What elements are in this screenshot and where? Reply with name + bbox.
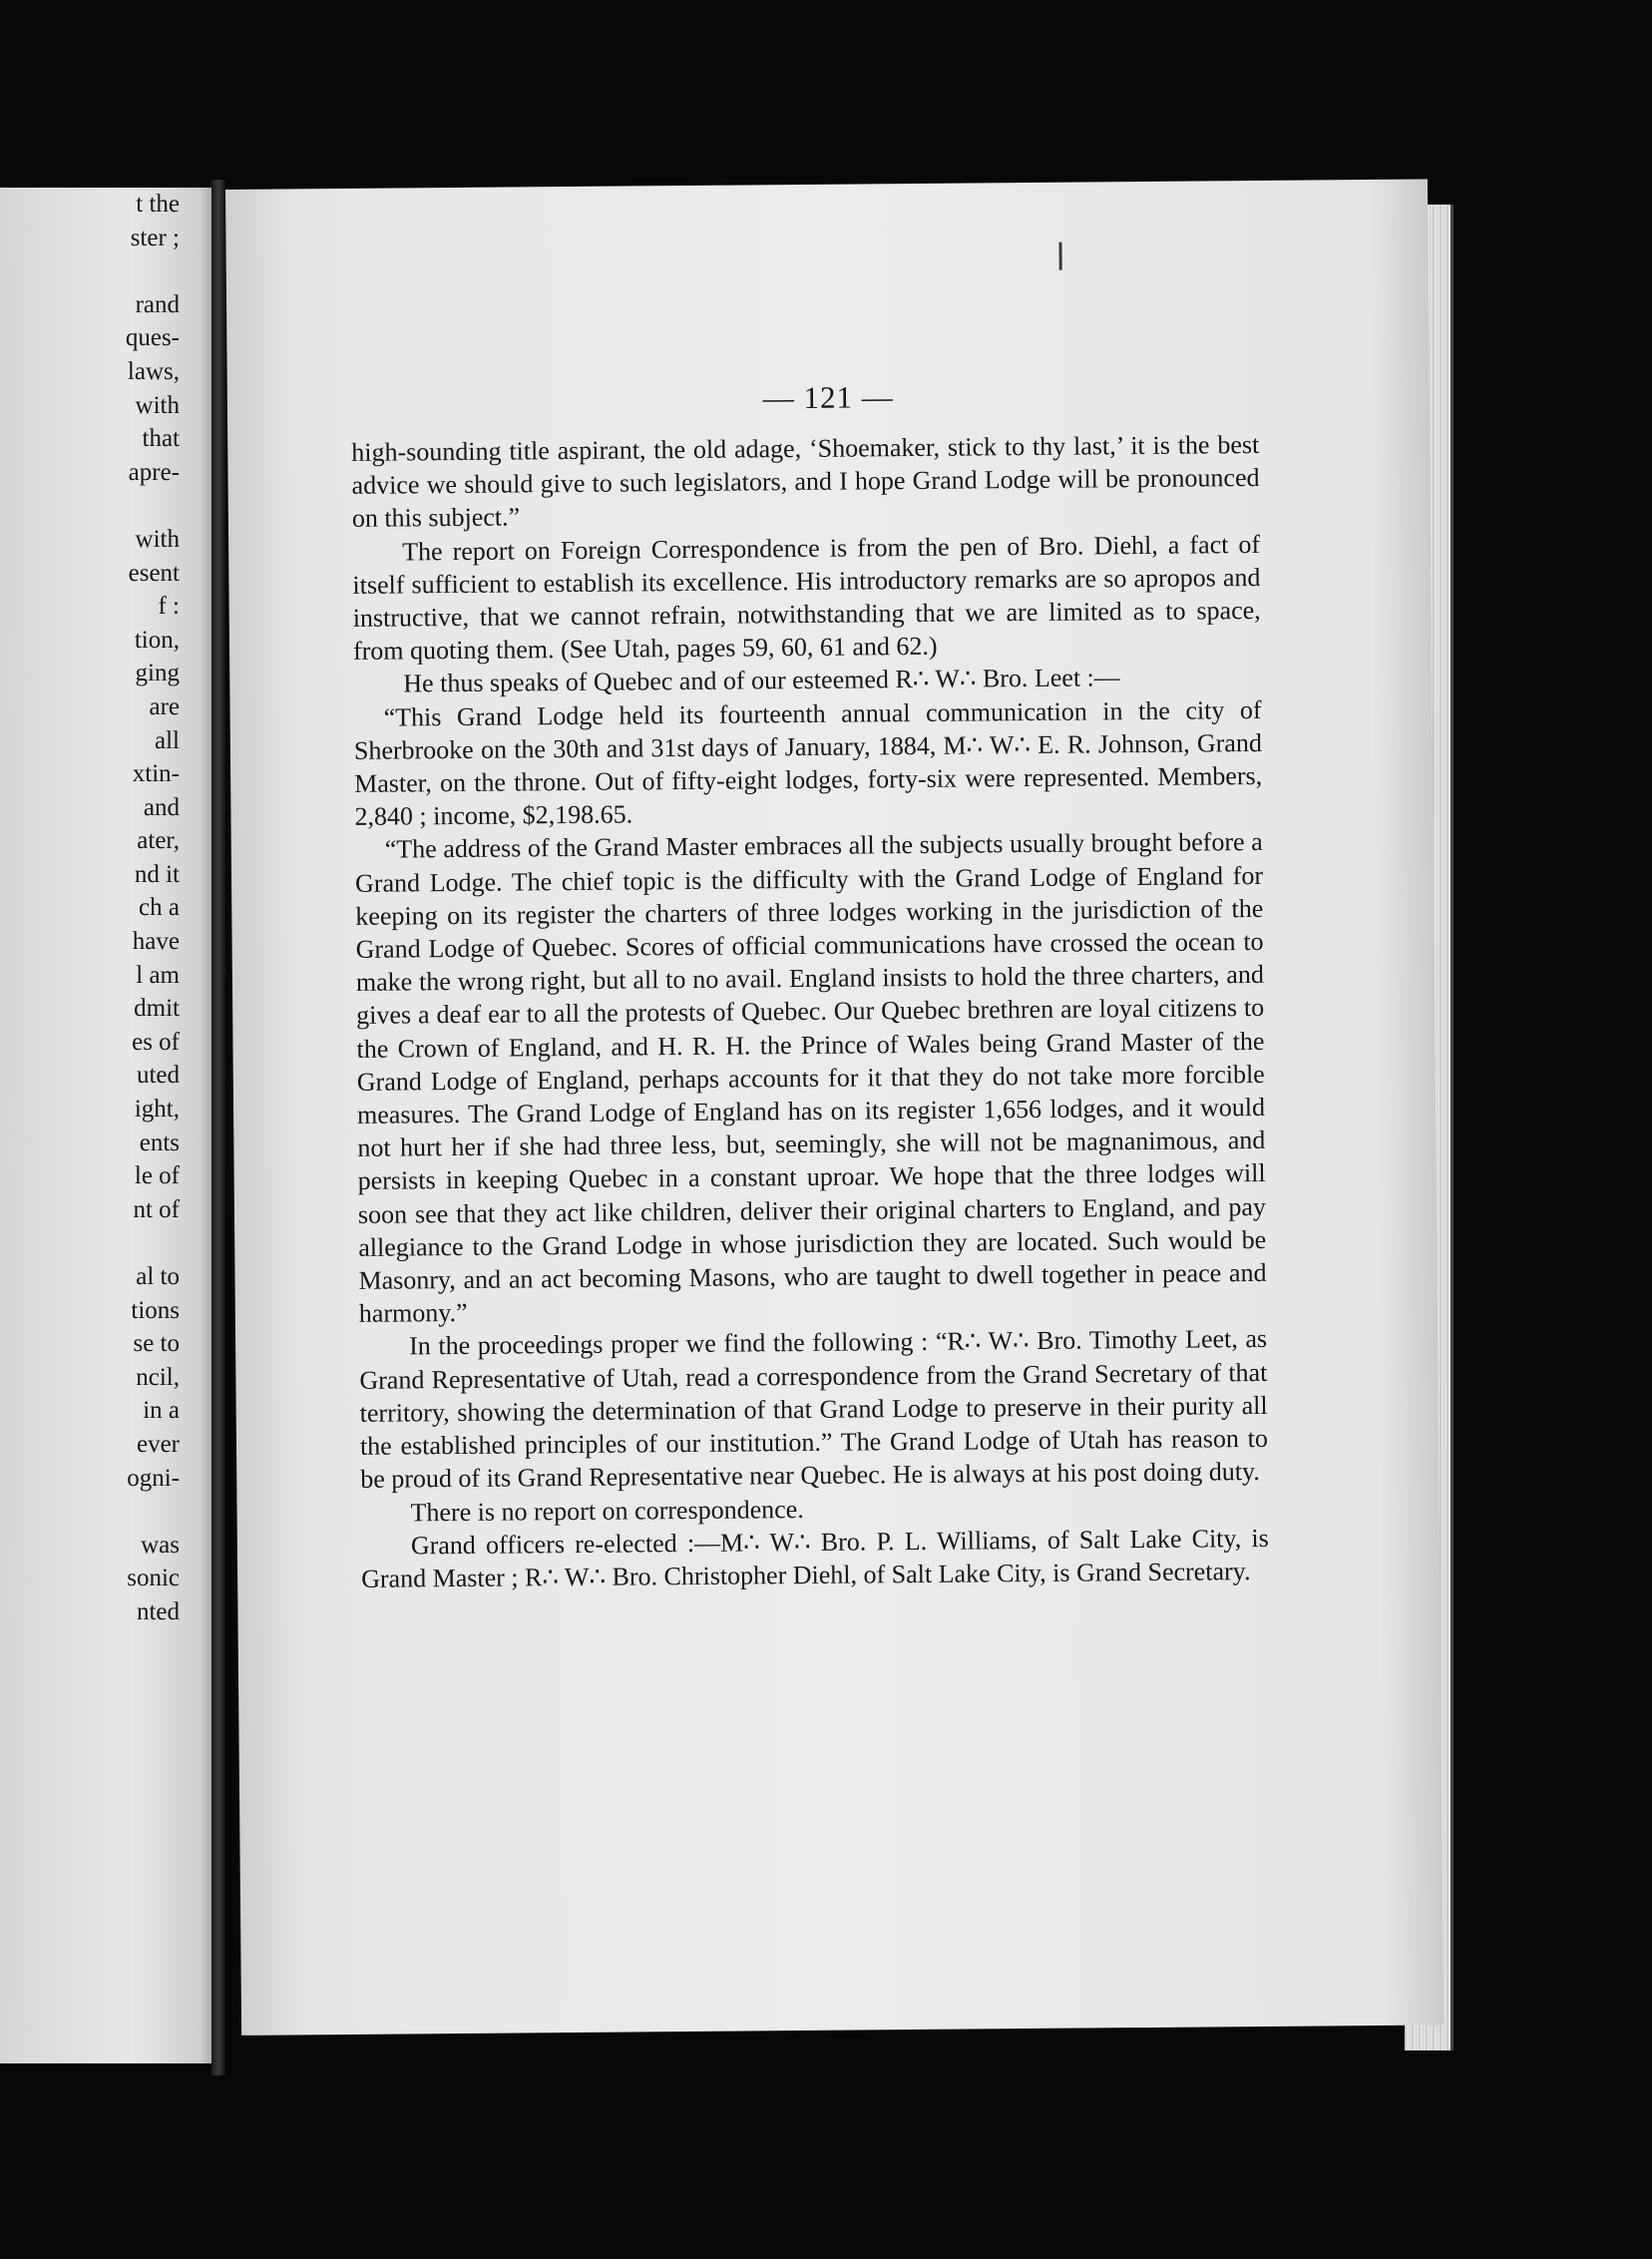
page-number: — 121 — <box>762 379 894 416</box>
left-page-fragment: have <box>132 928 180 956</box>
left-page-fragment: sonic <box>127 1565 180 1592</box>
left-page-fragment: es of <box>132 1028 180 1056</box>
left-page-fragment <box>20 489 180 523</box>
left-page-fragment: ncil, <box>136 1363 180 1391</box>
left-page-fragment: esent <box>128 559 180 587</box>
left-page-fragment: t the <box>136 191 180 218</box>
left-page-fragment: that <box>142 425 180 453</box>
body-text <box>351 428 1269 1595</box>
left-page-fragment: with <box>135 525 180 553</box>
left-page-fragment: nt of <box>133 1195 180 1223</box>
paragraph: “The address of the Grand Master embraces all the subjects usually brought before a Grand Lodge. The chief topic is the difficulty with the Grand Lodge of England for keeping on its register the charters of three lodges working in the jurisdiction of the Grand Lodge of Quebec. Scores of official communications have crossed the ocean to make the wrong right, but all to no avail. England insists to hold the three charters, and gives a deaf ear to all the protests of Quebec. Our Quebec brethren are loyal citizens to the Crown of England, and H. R. H. the Prince of Wales being Grand Master of the Grand Lodge of England, perhaps accounts for it that they do not take more forcible measures. The Grand Lodge of England has on its register 1,656 lodges, and it would not hurt her if she had three less, but, seemingly, she will not be magnanimous, and persists in keeping Quebec in a constant uproar. We hope that the three lodges will soon see that they act like children, deliver their original charters to England, and pay allegiance to the Grand Lodge in whose jurisdiction they are located. Such would be Masonry, and an act becoming Masons, who are taught to dwell together in peace and harmony.” <box>354 827 1267 1329</box>
left-page-fragment: ever <box>136 1430 180 1458</box>
left-page-fragment: with <box>135 391 180 419</box>
left-page-fragment: ight, <box>134 1096 180 1124</box>
left-page-fragment: l am <box>136 961 180 989</box>
paragraph: He thus speaks of Quebec and of our esteemed R∴ W∴ Bro. Leet :— <box>403 663 1120 698</box>
left-page <box>0 188 217 2063</box>
left-page-fragment: in a <box>143 1397 180 1425</box>
paragraph: The report on Foreign Correspondence is from the pen of Bro. Diehl, a fact of itself sufficient to establish its excellence. His introductory remarks are so apropos and instructive, that we cannot refrain, notwithstanding that we are limited as to space, from quoting them. (See Utah, pages 59, 60, 61 and 62.) <box>352 529 1261 667</box>
right-page <box>225 179 1444 2034</box>
book-gutter <box>211 180 225 2075</box>
left-page-fragment: ch a <box>139 894 180 922</box>
left-page-fragment: and <box>143 793 180 821</box>
left-page-fragment: dmit <box>134 995 180 1023</box>
left-page-fragment: nted <box>136 1597 180 1625</box>
left-page-fragment: laws, <box>127 357 180 385</box>
left-page-fragment <box>20 1226 180 1260</box>
paragraph: Grand officers re-elected :—M∴ W∴ Bro. P. L. Williams, of Salt Lake City, is Grand Master ; R∴ W∴ Bro. Christopher Diehl, of Salt Lake City, is Grand Secretary. <box>361 1523 1269 1593</box>
left-page-fragment: apre- <box>128 458 180 486</box>
left-page-fragment: tion, <box>134 626 180 654</box>
paragraph: “This Grand Lodge held its fourteenth annual communication in the city of Sherbrooke on the 30th and 31st days of January, 1884, M∴ W∴ E. R. Johnson, Grand Master, on the throne. Out of fifty-eight lodges, forty-six were represented. Members, 2,840 ; income, $2,198.65. <box>353 694 1263 832</box>
left-page-fragment <box>20 1495 180 1529</box>
paragraph: high-sounding title aspirant, the old adage, ‘Shoemaker, stick to thy last,’ it is the best advice we should give to such legislators, and I hope Grand Lodge will be pronounced on this subject.” <box>351 429 1260 534</box>
left-page-fragment: was <box>141 1531 180 1559</box>
left-page-fragment: nd it <box>134 860 180 888</box>
left-page-fragment: all <box>155 726 180 754</box>
left-page-fragment: are <box>149 692 180 720</box>
left-page-fragment: rand <box>135 290 180 318</box>
left-page-fragment: ster ; <box>130 224 180 251</box>
left-page-fragment: ater, <box>137 827 180 855</box>
paragraph: In the proceedings proper we find the following : “R∴ W∴ Bro. Timothy Leet, as Grand Representative of Utah, read a correspondence from the Grand Secretary of that territory, showing the determination of that Grand Lodge to preserve in their purity all the established principles of our institution.” The Grand Lodge of Utah has reason to be proud of its Grand Representative near Quebec. He is always at his post doing duty. <box>359 1324 1269 1495</box>
left-page-fragment: xtin- <box>132 760 180 788</box>
left-page-fragment: uted <box>136 1062 180 1090</box>
left-page-fragment: f : <box>158 593 180 621</box>
left-page-fragment: se to <box>133 1330 180 1358</box>
left-page-fragment: tions <box>131 1296 180 1324</box>
left-page-fragment: al to <box>136 1263 180 1290</box>
left-page-fragment: le of <box>134 1162 180 1190</box>
paragraph: There is no report on correspondence. <box>410 1494 804 1527</box>
left-page-fragment: ging <box>135 660 180 687</box>
left-page-fragment: ogni- <box>127 1464 180 1492</box>
ink-mark <box>1058 242 1061 270</box>
left-page-fragment <box>20 254 180 288</box>
left-page-fragment: ques- <box>125 324 180 352</box>
left-page-fragment: ents <box>139 1129 180 1156</box>
left-page-fragments <box>20 188 180 1629</box>
